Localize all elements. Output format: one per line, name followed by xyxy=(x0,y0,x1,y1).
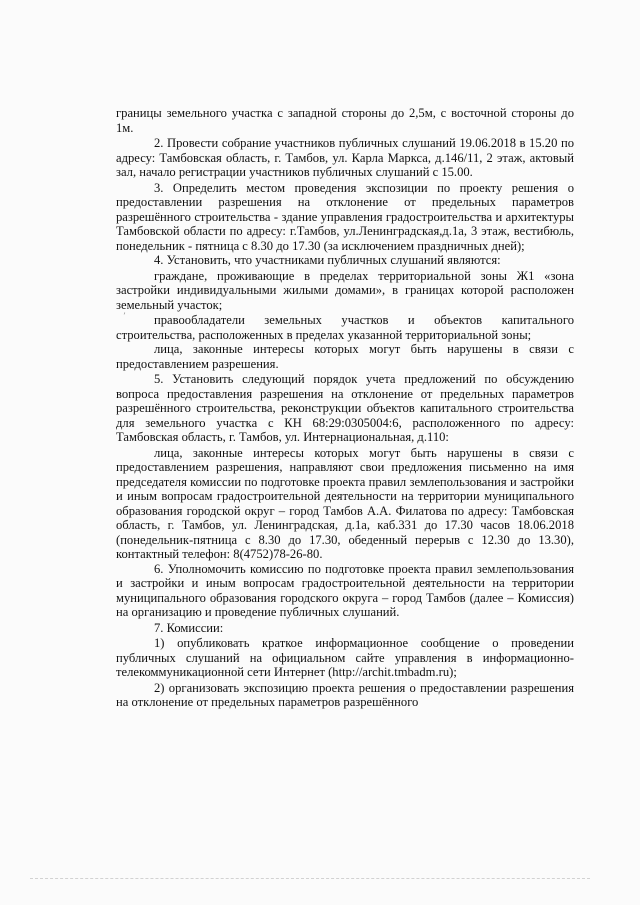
paragraph-11: 7. Комиссии: xyxy=(154,620,224,635)
paragraph-2: 2. Провести собрание участников публичных слушаний 19.06.2018 в 15.20 по адресу: Тамбовская область, г. Тамбов, ул. Карла Маркса, д.146/11, 2 этаж, актовый зал, начало регистрации участников публичных слушаний с 15.00. xyxy=(116,136,574,179)
paragraph-1: границы земельного участка с западной стороны до 2,5м, с восточной стороны до 1м. xyxy=(116,106,574,135)
document-body xyxy=(116,106,574,710)
paragraph-8: 5. Установить следующий порядок учета предложений по обсуждению вопроса предоставления разрешения на отклонение от предельных параметров разрешённого строительства, реконструкции объектов капитального строительства для земельного участка с КН 68:29:0305004:6, расположенного по адресу: Тамбовская область, г. Тамбов, ул. Интернациональная, д.110: xyxy=(116,372,574,444)
paragraph-3: 3. Определить местом проведения экспозиции по проекту решения о предоставлении разрешения на отклонение от предельных параметров разрешённого строительства - здание управления градостроительства и архитектуры Тамбовской области по адресу: г.Тамбов, ул.Ленинградская,д.1а, 3 этаж, вестибюль, понедельник - пятница с 8.30 до 17.30 (за исключением праздничных дней); xyxy=(116,180,574,253)
paragraph-13: 2) организовать экспозицию проекта решения о предоставлении разрешения на отклонение от предельных параметров разрешённого xyxy=(116,680,574,709)
paragraph-9: лица, законные интересы которых могут быть нарушены в связи с предоставлением разрешения, направляют свои предложения письменно на имя председателя комиссии по подготовке проекта правил землепользования и застройки и иным вопросам градостроительной деятельности на территории муниципального образования городской округ – город Тамбов А.А. Филатова по адресу: Тамбовская область, г. Тамбов, ул. Ленинградская, д.1а, каб.331 до 17.30 часов 18.06.2018 (понедельник-пятница с 8.30 до 17.30, обеденный перерыв с 12.30 до 13.30), контактный телефон: 8(4752)78-26-80. xyxy=(116,445,574,561)
scan-edge-line xyxy=(30,878,590,879)
paragraph-10: 6. Уполномочить комиссию по подготовке проекта правил землепользования и застройки и иным вопросам градостроительной деятельности на территории муниципального образования городского округа – город Тамбов (далее – Комиссия) на организацию и проведение публичных слушаний. xyxy=(116,561,574,619)
paragraph-7: лица, законные интересы которых могут быть нарушены в связи с предоставлением разрешения. xyxy=(116,342,574,371)
paragraph-12: 1) опубликовать краткое информационное сообщение о проведении публичных слушаний на официальном сайте управления в информационно-телекоммуникационной сети Интернет (http://archit.tmbadm.ru); xyxy=(116,636,574,679)
paragraph-5: граждане, проживающие в пределах территориальной зоны Ж1 «зона застройки индивидуальными жилыми домами», в границах которой расположен земельный участок; xyxy=(116,268,574,312)
paragraph-4: 4. Установить, что участниками публичных слушаний являются: xyxy=(154,253,501,267)
scan-speck: ʼ xyxy=(123,312,126,322)
paragraph-6: правообладатели земельных участков и объектов капитального строительства, расположенных в пределах указанной территориальной зоны; xyxy=(116,313,574,342)
